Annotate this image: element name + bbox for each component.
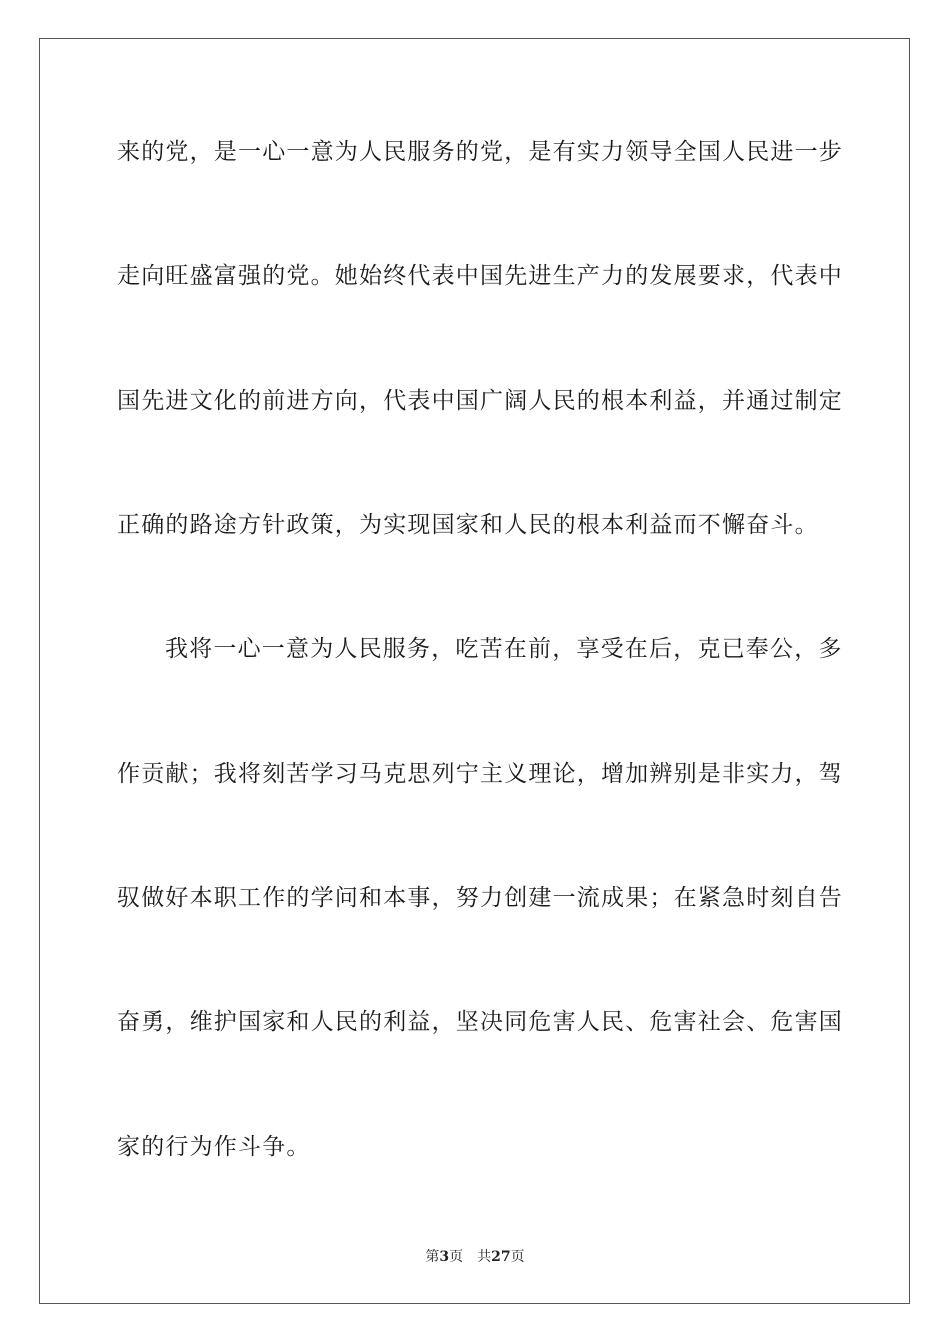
body-line-9: 家的行为作斗争。 (117, 1134, 311, 1160)
page-total: 27 (491, 1249, 511, 1265)
body-line-4: 正确的路途方针政策，为实现国家和人民的根本利益而不懈奋斗。 (117, 512, 819, 538)
page-footer (0, 1248, 950, 1266)
body-line-6: 作贡献；我将刻苦学习马克思列宁主义理论，增加辨别是非实力，驾 (117, 761, 843, 787)
body-line-7: 驭做好本职工作的学问和本事，努力创建一流成果；在紧急时刻自告 (117, 885, 843, 911)
page-prefix: 第 (425, 1249, 440, 1265)
page-current: 3 (439, 1249, 450, 1265)
body-line-8: 奋勇，维护国家和人民的利益，坚决同危害人民、危害社会、危害国 (117, 1009, 843, 1035)
body-line-5: 我将一心一意为人民服务，吃苦在前，享受在后，克已奉公，多 (165, 636, 843, 662)
page-border (39, 38, 910, 1304)
body-line-1: 来的党，是一心一意为人民服务的党，是有实力领导全国人民进一步 (117, 139, 843, 165)
page-suffix: 页 (510, 1249, 525, 1265)
body-line-2: 走向旺盛富强的党。她始终代表中国先进生产力的发展要求，代表中 (117, 263, 843, 289)
body-line-3: 国先进文化的前进方向，代表中国广阔人民的根本利益，并通过制定 (117, 388, 843, 414)
page-mid: 页 共 (449, 1249, 492, 1265)
